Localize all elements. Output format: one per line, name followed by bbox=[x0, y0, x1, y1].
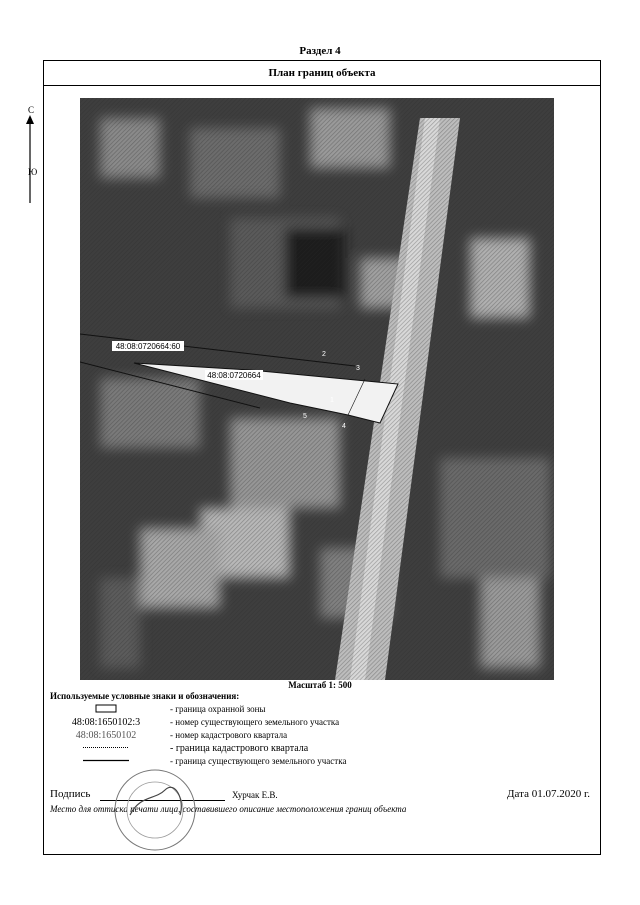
legend-item-protected-zone: - граница охранной зоны bbox=[46, 704, 586, 717]
plan-title: План границ объекта bbox=[44, 61, 600, 86]
legend-item-quarter-boundary: - граница кадастрового квартала bbox=[46, 743, 586, 756]
point-label-5: 5 bbox=[303, 413, 307, 420]
signature-date: Дата 01.07.2020 г. bbox=[507, 788, 590, 800]
stamp-note: Место для оттиска печати лица, составившего описание местоположения границ объекта bbox=[50, 804, 407, 814]
signer-name: Хурчак Е.В. bbox=[232, 790, 278, 800]
legend-item-quarter-number: 48:08:1650102 - номер кадастрового квартала bbox=[75, 730, 288, 741]
stamp-seal bbox=[110, 765, 200, 855]
section-title: Раздел 4 bbox=[299, 45, 341, 57]
parcel-label-1: 48:08:0720664:60 bbox=[115, 342, 181, 351]
north-arrow bbox=[10, 45, 38, 177]
point-label-2: 2 bbox=[322, 351, 326, 358]
legend-symbol-dotted-line bbox=[46, 743, 166, 754]
legend-symbol-hatch bbox=[46, 704, 166, 715]
point-label-1: 1 bbox=[330, 397, 334, 404]
map-image bbox=[80, 98, 554, 680]
scale-label: Масштаб 1: 500 bbox=[288, 680, 352, 690]
legend-title: Используемые условные знаки и обозначения: bbox=[50, 691, 240, 701]
legend-item-parcel-number: 48:08:1650102:3 - номер существующего земельного участка bbox=[71, 717, 340, 728]
south-label: Ю bbox=[28, 167, 38, 177]
satellite-map bbox=[80, 98, 554, 680]
arrow-icon bbox=[24, 115, 36, 207]
parcel-label-2: 48:08:0720664 bbox=[207, 371, 261, 380]
point-label-4: 4 bbox=[342, 423, 346, 430]
north-label: С bbox=[28, 105, 35, 115]
legend-item-parcel-boundary: - граница существующего земельного участка bbox=[46, 756, 586, 769]
signature-label: Подпись bbox=[50, 788, 91, 800]
point-label-3: 3 bbox=[356, 365, 360, 372]
